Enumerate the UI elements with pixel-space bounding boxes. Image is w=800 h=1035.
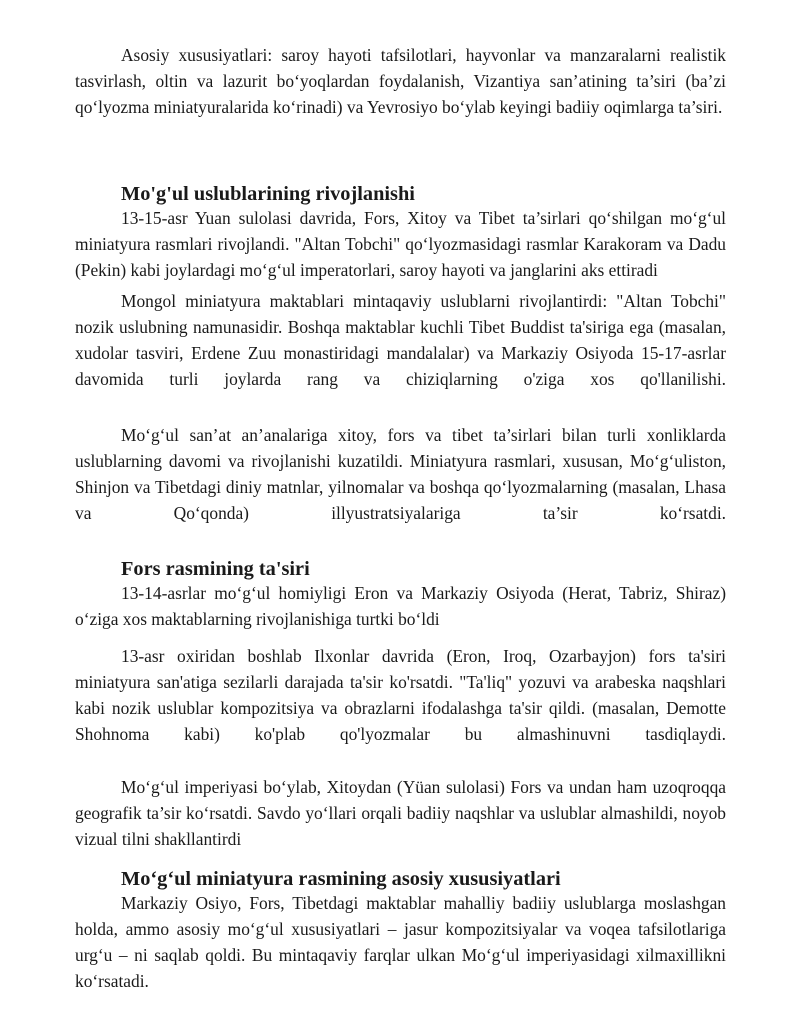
paragraph-mongol-empire: Mo‘g‘ul imperiyasi bo‘ylab, Xitoydan (Yüan sulolasi) Fors va undan ham uzoqroqqa geografik ta’sir ko‘rsatdi. Savdo yo‘llari orqali badiiy naqshlar va uslublar almashildi, noyob vizual tilni shakllantirdi (75, 777, 726, 849)
heading-persian-influence: Fors rasmining ta'siri (121, 558, 310, 580)
paragraph-ilkhanate: 13-asr oxiridan boshlab Ilxonlar davrida (Eron, Iroq, Ozarbayjon) fors ta'siri miniatyura san'atiga sezilarli darajada ta'sir ko'rsatdi. "Ta'liq" yozuvi va arabeska naqshlari kabi nozik uslublar kompozitsiya va obrazlarni ifodalashga ta'sir qildi. (masalan, Demotte Shohnoma kabi) ko'plab qo'lyozmalar bu almashinuvni tasdiqlaydi. (75, 646, 726, 744)
paragraph-regional-schools: Markaziy Osiyo, Fors, Tibetdagi maktablar mahalliy badiiy uslublarga moslashgan holda, ammo asosiy mo‘g‘ul xususiyatlari – jasur kompozitsiyalar va voqea tafsilotlariga urg‘u – ni saqlab qoldi. Bu mintaqaviy farqlar ulkan Mo‘g‘ul imperiyasidagi xilmaxillikni ko‘rsatadi. (75, 893, 726, 991)
paragraph-mongol-schools: Mongol miniatyura maktablari mintaqaviy uslublarni rivojlantirdi: "Altan Tobchi" nozik uslubning namunasidir. Boshqa maktablar kuchli Tibet Buddist ta'siriga ega (masalan, xudolar tasviri, Erdene Zuu monastiridagi mandalalar) va Markaziy Osiyoda 15-17-asrlar davomida turli joylarda rang va chiziqlarning o'ziga xos qo'llanilishi. (75, 291, 726, 389)
paragraph-yuan-dynasty: 13-15-asr Yuan sulolasi davrida, Fors, Xitoy va Tibet ta’sirlari qo‘shilgan mo‘g‘ul miniatyura rasmlari rivojlandi. "Altan Tobchi" qo‘lyozmasidagi rasmlar Karakoram va Dadu (Pekin) kabi joylardagi mo‘g‘ul imperatorlari, saroy hayoti va janglarini aks ettiradi (75, 208, 726, 280)
paragraph-mongol-traditions: Mo‘g‘ul san’at an’analariga xitoy, fors va tibet ta’sirlari bilan turli xonliklarda uslublarning davomi va rivojlanishi kuzatildi. Miniatyura rasmlari, xususan, Mo‘g‘uliston, Shinjon va Tibetdagi diniy matnlar, yilnomalar va boshqa qo‘lyozmalarning (masalan, Lhasa va Qo‘qonda) illyustratsiyalariga ta’sir ko‘rsatdi. (75, 425, 726, 523)
paragraph-key-features-intro: Asosiy xususiyatlari: saroy hayoti tafsilotlari, hayvonlar va manzaralarni realistik tasvirlash, oltin va lazurit bo‘yoqlardan foydalanish, Vizantiya san’atining ta’siri (ba’zi qo‘lyozma miniatyuralarida ko‘rinadi) va Yevrosiyo bo‘ylab keyingi badiiy oqimlarga ta’siri. (75, 45, 726, 117)
heading-main-features: Mo‘g‘ul miniatyura rasmining asosiy xususiyatlari (121, 868, 561, 890)
heading-mongol-styles: Mo'g'ul uslublarining rivojlanishi (121, 183, 415, 205)
paragraph-mongol-patronage: 13-14-asrlar mo‘g‘ul homiyligi Eron va Markaziy Osiyoda (Herat, Tabriz, Shiraz) o‘ziga xos maktablarning rivojlanishiga turtki bo‘ldi (75, 583, 726, 629)
